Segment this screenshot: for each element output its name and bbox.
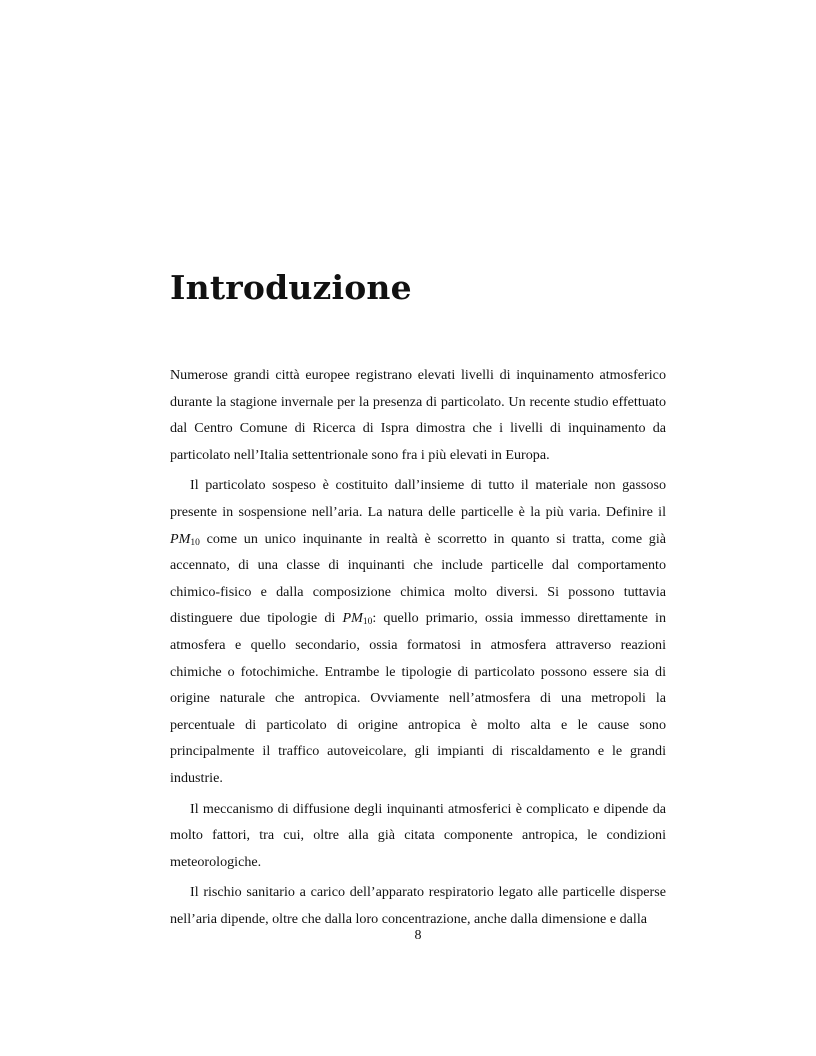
page-number: 8 (414, 928, 422, 943)
paragraph-3: Il meccanismo di diffusione degli inquinanti atmosferici è complicato e dipende da molto fattori, tra cui, oltre alla già citata componente antropica, le condizioni meteorologiche. (170, 800, 666, 870)
paragraph-1: Numerose grandi città europee registrano elevati livelli di inquinamento atmosferico durante la stagione invernale per la presenza di particolato. Un recente studio effettuato dal Centro Comune di Ricerca di Ispra dimostra che i livelli di inquinamento da particolato nell’Italia settentrionale sono fra i più elevati in Europa. (170, 367, 666, 463)
paragraph-4: Il rischio sanitario a carico dell’apparato respiratorio legato alle particelle disperse nell’aria dipende, oltre che dalla loro concentrazione, anche dalla dimensione e dalla (170, 884, 666, 927)
pm10-symbol-base: PM (342, 610, 363, 627)
paragraph-2 (170, 472, 666, 791)
paragraph-2-part-2: come un unico inquinante in realtà è scorretto in quanto si tratta, come già accennato, di una classe di inquinanti che include particelle dal comportamento chimico-fisico e dalla composizione chimica molto diversi. Si possono tuttavia distinguere due tipologie di (170, 530, 666, 627)
pm10-symbol-base: PM (170, 530, 191, 547)
pm10-symbol (343, 610, 373, 626)
paragraph-2-part-1: Il particolato sospeso è costituito dall’insieme di tutto il materiale non gassoso presente in sospensione nell’aria. La natura delle particelle è la più varia. Definire il (170, 477, 666, 520)
body-text (170, 362, 666, 932)
chapter-title: Introduzione (170, 268, 412, 307)
paragraph-2-part-3: : quello primario, ossia immesso direttamente in atmosfera e quello secondario, ossia formatosi in atmosfera attraverso reazioni chimiche o fotochimiche. Entrambe le tipologie di particolato possono essere sia di origine naturale che antropica. Ovviamente nell’atmosfera di una metropoli la percentuale di particolato di origine antropica è molto alta e le cause sono principalmente il traffico autoveicolare, gli impianti di riscaldamento e le grandi industrie. (170, 610, 666, 786)
pm10-symbol-subscript: 10 (190, 537, 200, 548)
pm10-symbol-subscript: 10 (362, 617, 373, 628)
pm10-symbol (170, 531, 200, 547)
